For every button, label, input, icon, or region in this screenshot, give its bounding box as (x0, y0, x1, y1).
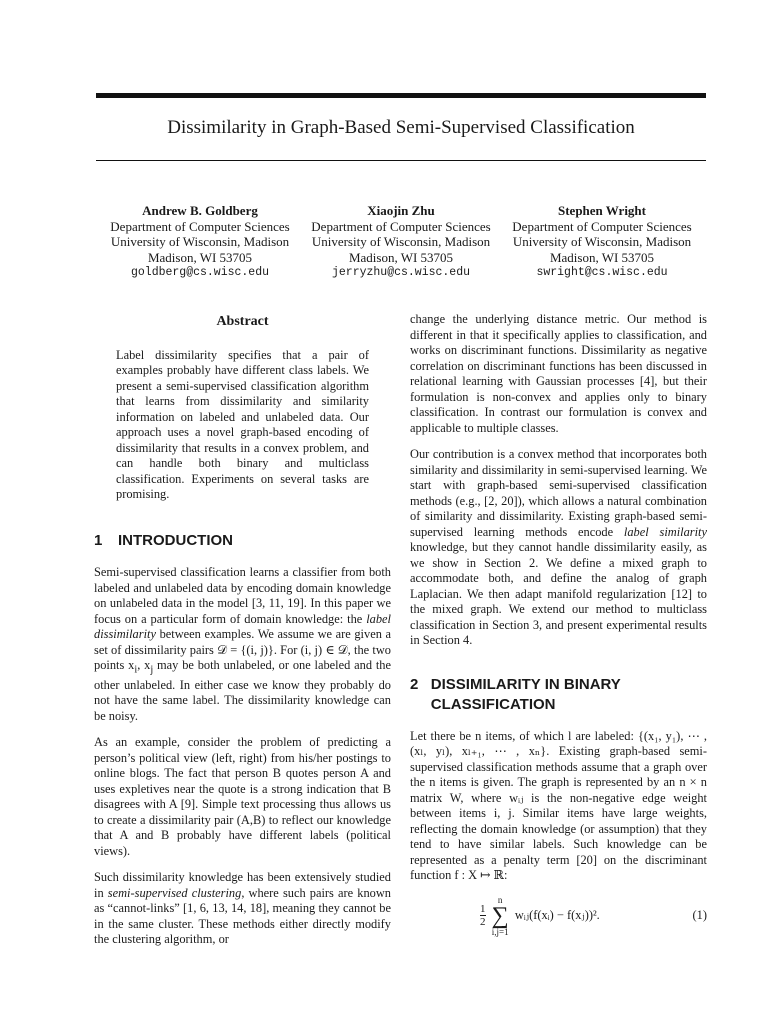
author-city: Madison, WI 53705 (549, 249, 655, 265)
author-email: goldberg@cs.wisc.edu (130, 266, 270, 279)
intro-paragraph-5: Our contribution is a convex method that incorporates both similarity and dissimilarity in semi-supervised learning. We start with graph-based semi-supervised classification methods (e.g., [2, 20]), which allows a natural combination of similarity and dissimilarity. Existing graph-based semi-supervised learning methods encode label similarity knowledge, but they cannot handle dissimilarity easily, as we show in Section 2. We define a mixed graph to accommodate both, and define the analog of graph Laplacian. We then adapt manifold regularization [12] to the mixed graph. We extend our method to multiclass classification in Section 3, and present experimental results in Section 4. (410, 447, 707, 647)
author-name: Stephen Wright (557, 203, 646, 218)
author-dept: Department of Computer Sciences (311, 218, 491, 234)
summation: n ∑ i,j=1 (491, 894, 509, 937)
equation-1 (480, 895, 707, 937)
author-name: Andrew B. Goldberg (142, 203, 258, 218)
section-title: INTRODUCTION (118, 531, 233, 549)
abstract-body (116, 348, 369, 503)
author-block (100, 203, 702, 281)
author-3 (502, 203, 702, 281)
author-univ: University of Wisconsin, Madison (110, 234, 290, 249)
author-2 (301, 203, 501, 281)
author-email: jerryzhu@cs.wisc.edu (331, 266, 471, 279)
section-number: 1 (94, 531, 103, 549)
equation-body: wᵢⱼ(f(xᵢ) − f(xⱼ))². (514, 907, 600, 922)
author-city: Madison, WI 53705 (147, 249, 253, 265)
left-column (94, 312, 391, 959)
section-title: DISSIMILARITY IN BINARY CLASSIFICATION (430, 675, 621, 713)
section-2-paragraph-1: Let there be n items, of which l are labeled: {(x₁, y₁), ⋯ , (xₗ, yₗ), xₗ₊₁, ⋯ , xₙ}. Existing graph-based semi-supervised classification methods assume that a graph over the n items is given. The graph is represented by an n × n matrix W, where wᵢⱼ is the non-negative edge weight between items i, j. Similar items have large weights, reflecting the domain knowledge (or assumption) that they tend to have similar labels. Such knowledge can be represented as a penalty term [20] on the discriminant function f : X ↦ ℝ: (410, 728, 707, 882)
paper-title: Dissimilarity in Graph-Based Semi-Supervised Classification (167, 117, 635, 138)
section-2-heading (410, 675, 707, 715)
abstract-heading: Abstract (216, 314, 269, 329)
title-top-rule (96, 93, 706, 98)
title-bottom-rule (96, 160, 706, 161)
author-univ: University of Wisconsin, Madison (311, 234, 491, 249)
author-email: swright@cs.wisc.edu (536, 266, 668, 279)
author-dept: Department of Computer Sciences (512, 218, 692, 234)
author-dept: Department of Computer Sciences (110, 218, 290, 234)
author-univ: University of Wisconsin, Madison (512, 234, 692, 249)
fraction: $\frac{1}{2}$ (480, 903, 486, 928)
author-city: Madison, WI 53705 (348, 249, 454, 265)
intro-paragraph-3: Such dissimilarity knowledge has been extensively studied in semi-supervised clustering, where such pairs are known as “cannot-links” [1, 6, 13, 14, 18], meaning they cannot be in the same cluster. These methods either directly modify the clustering algorithm, or (94, 870, 391, 947)
equation-number: (1) (692, 907, 707, 922)
intro-paragraph-2: As an example, consider the problem of predicting a person’s political view (left, right) from his/her postings to online blogs. The fact that person B quotes person A and uses expletives near the quote is a strong indication that B disagrees with A [9]. Simple text processing thus allows us to create a dissimilarity pair (A,B) to reflect our knowledge that A and B probably have different labels (political views). (94, 735, 391, 858)
section-number: 2 (410, 675, 419, 693)
author-name: Xiaojin Zhu (367, 203, 435, 218)
intro-paragraph-1: Semi-supervised classification learns a classifier from both labeled and unlabeled data by encoding domain knowledge on unlabeled data in the model [3, 11, 19]. In this paper we focus on a particular form of domain knowledge: the label dissimilarity between examples. We assume we are given a set of dissimilarity pairs 𝒟 = {(i, j)}. For (i, j) ∈ 𝒟, the two points $x_i$, $x_j$ may be both unlabeled, or one labeled and the other unlabeled. In either case we know they probably do not have the same label. The dissimilarity knowledge can be noisy. (94, 565, 391, 723)
equation-formula (480, 895, 600, 937)
intro-paragraph-4: change the underlying distance metric. Our method is different in that it specifically applies to classification, and works on discriminant functions. Dissimilarity as negative correlation on discriminant functions has been discussed in relational learning with Gaussian processes [4], but their formulation is non-convex and applies only to binary classification. In contrast our formulation is convex and applicable to multiple classes. (410, 312, 707, 435)
section-1-heading (94, 533, 391, 549)
abstract-text: Label dissimilarity specifies that a pair of examples probably have different class labels. We present a semi-supervised classification algorithm that learns from dissimilarity and similarity information on labeled and unlabeled data. Our approach uses a novel graph-based encoding of dissimilarity that results in a convex problem, and can handle both binary and multiclass classification. Experiments on several tasks are promising. (116, 347, 369, 501)
author-1 (100, 203, 300, 281)
right-column (410, 312, 707, 937)
